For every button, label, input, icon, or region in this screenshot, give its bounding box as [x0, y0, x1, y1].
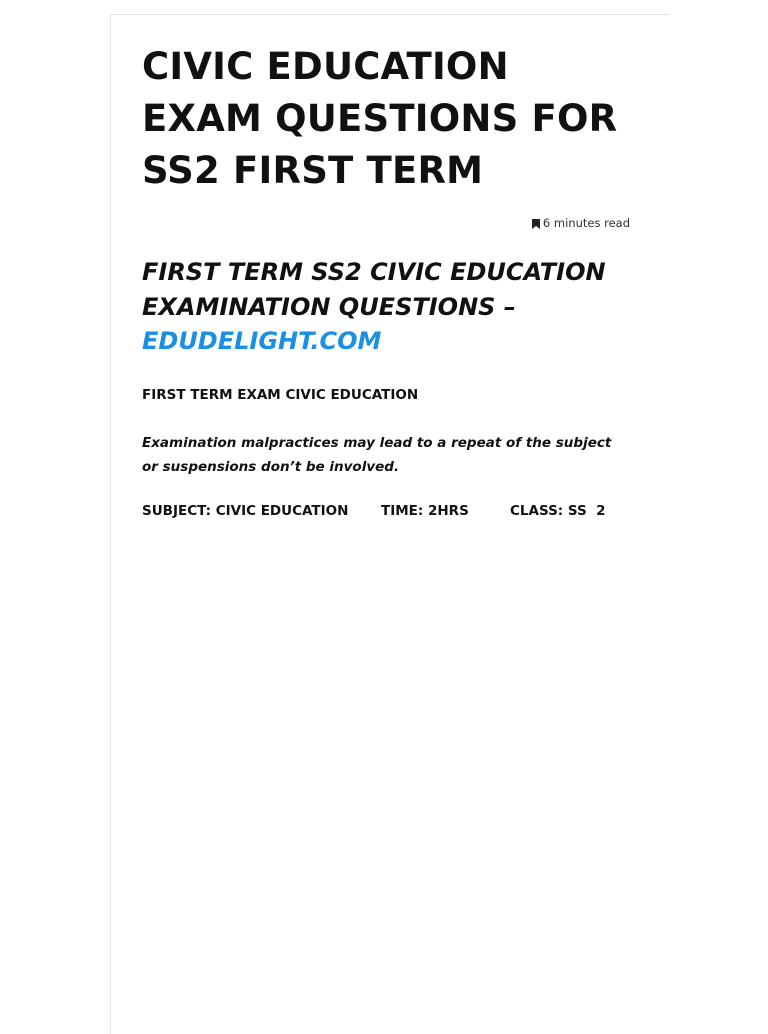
edudelight-link[interactable]: EDUDELIGHT.COM [142, 327, 382, 355]
article-content [142, 41, 630, 521]
meta-subject: SUBJECT: CIVIC EDUCATION [142, 502, 349, 519]
page-title: CIVIC EDUCATION EXAM QUESTIONS FOR SS2 FIRST TERM [142, 45, 618, 192]
article-heading-text: FIRST TERM SS2 CIVIC EDUCATION EXAMINATION QUESTIONS – [142, 258, 606, 321]
malpractice-notice: Examination malpractices may lead to a repeat of the subject or suspensions don’t be involved. [142, 434, 612, 475]
exam-meta-row [142, 501, 630, 521]
bookmark-icon [532, 218, 540, 228]
meta-class: CLASS: SS 2 [510, 502, 606, 519]
meta-time: TIME: 2HRS [381, 502, 469, 519]
exam-label: FIRST TERM EXAM CIVIC EDUCATION [142, 386, 419, 403]
read-time [142, 216, 630, 230]
read-time-label: 6 minutes read [542, 216, 630, 230]
article-card [110, 14, 670, 1034]
article-heading [142, 255, 630, 359]
